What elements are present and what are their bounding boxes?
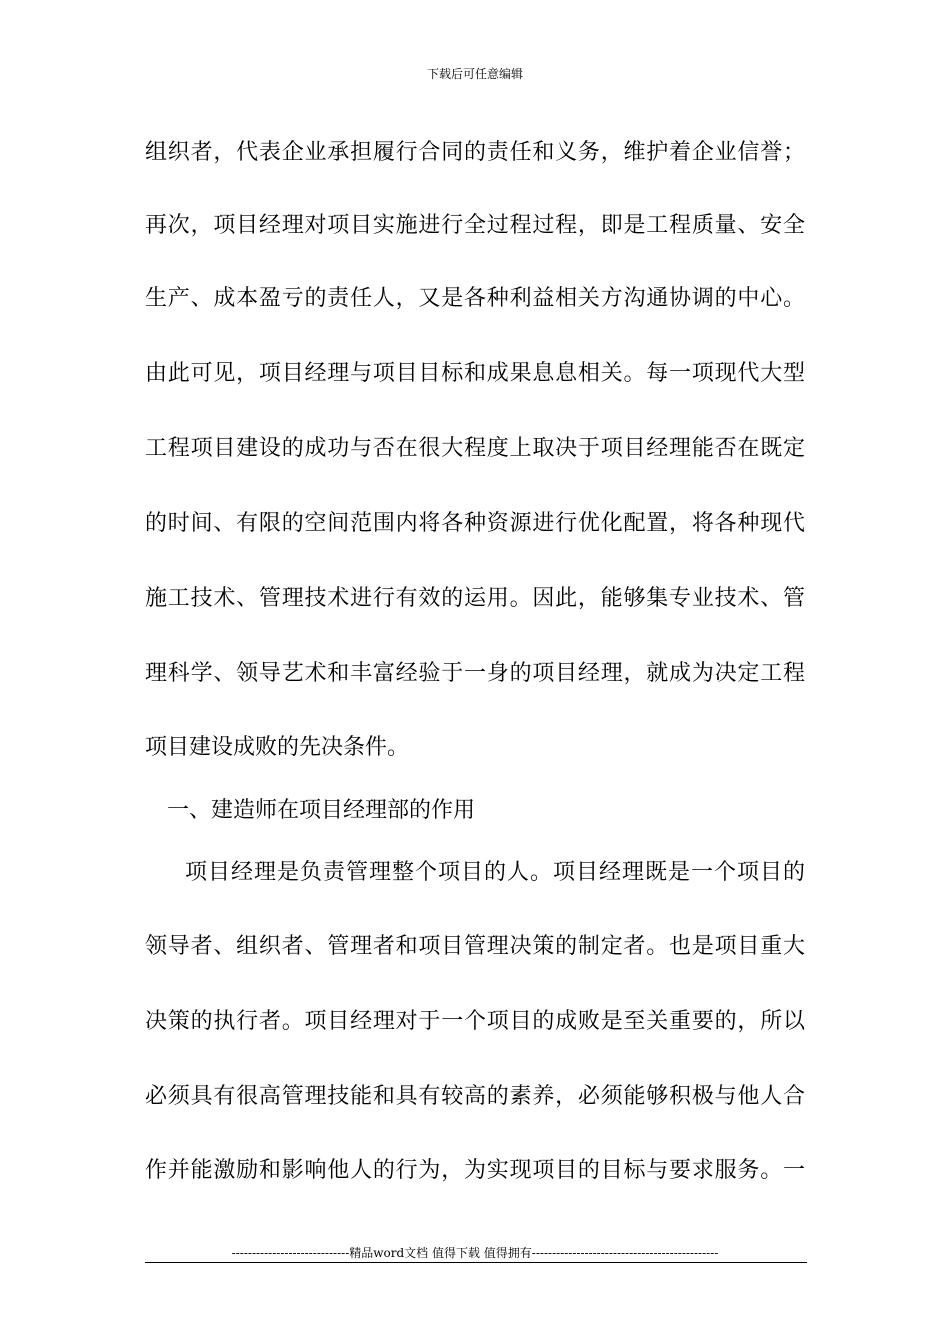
body-line-8: 理科学、领导艺术和丰富经验于一身的项目经理，就成为决定工程 — [145, 661, 805, 686]
section-heading: 一、建造师在项目经理部的作用 — [167, 798, 476, 823]
body2-line-5: 作并能激励和影响他人的行为，为实现项目的目标与要求服务。一 — [145, 1158, 805, 1183]
body-line-5: 工程项目建设的成功与否在很大程度上取决于项目经理能否在既定 — [145, 436, 805, 461]
footer-rule — [145, 1262, 807, 1263]
body-line-1: 组织者，代表企业承担履行合同的责任和义务，维护着企业信誉； — [145, 140, 805, 165]
header-note: 下载后可任意编辑 — [426, 67, 523, 81]
body2-line-3: 决策的执行者。项目经理对于一个项目的成败是至关重要的，所以 — [145, 1009, 805, 1034]
body-line-4: 由此可见，项目经理与项目目标和成果息息相关。每一项现代大型 — [145, 361, 805, 386]
body2-line-1: 项目经理是负责管理整个项目的人。项目经理既是一个项目的 — [185, 860, 805, 885]
body-line-9: 项目建设成败的先决条件。 — [145, 735, 410, 760]
body-line-3: 生产、成本盈亏的责任人，又是各种利益相关方沟通协调的中心。 — [145, 286, 805, 311]
body2-line-4: 必须具有很高管理技能和具有较高的素养，必须能够积极与他人合 — [145, 1084, 805, 1109]
body2-line-2: 领导者、组织者、管理者和项目管理决策的制定者。也是项目重大 — [145, 934, 805, 959]
footer-note: -----------------------------精品word文档 值得下载 值得拥有---------------------------------------------- — [231, 1246, 719, 1260]
body-line-6: 的时间、有限的空间范围内将各种资源进行优化配置，将各种现代 — [145, 511, 805, 536]
body-line-2: 再次，项目经理对项目实施进行全过程过程，即是工程质量、安全 — [145, 213, 805, 238]
body-line-7: 施工技术、管理技术进行有效的运用。因此，能够集专业技术、管 — [145, 586, 805, 611]
